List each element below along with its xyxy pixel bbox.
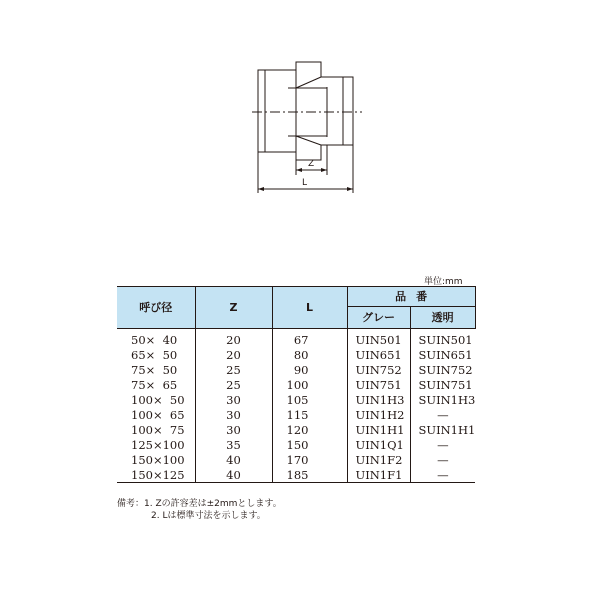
cell-transparent: SUIN501 <box>410 329 475 348</box>
cell-nominal: 75× 65 <box>131 377 178 392</box>
cell-gray: UIN1F1 <box>347 467 410 483</box>
cell-z: 20 <box>195 329 272 348</box>
cell-l: 185 <box>272 467 347 483</box>
cell-l: 120 <box>272 422 347 437</box>
note-1: 備考：1. Zの許容差は±2mmとします。 <box>117 499 282 509</box>
cell-l: 150 <box>272 437 347 452</box>
header-part-no: 品番 <box>347 287 475 307</box>
header-nominal: 呼び径 <box>117 287 195 329</box>
cell-z: 25 <box>195 377 272 392</box>
table-row <box>117 452 475 467</box>
l-label: L <box>302 178 308 188</box>
cell-transparent: SUIN1H3 <box>410 392 475 407</box>
cell-z: 30 <box>195 422 272 437</box>
cell-gray: UIN1H3 <box>347 392 410 407</box>
spec-table <box>117 286 476 483</box>
cell-gray: UIN1H1 <box>347 422 410 437</box>
cell-l: 67 <box>272 329 347 348</box>
cell-l: 170 <box>272 452 347 467</box>
fitting-outline <box>258 62 353 160</box>
cell-transparent: SUIN751 <box>410 377 475 392</box>
cell-transparent: SUIN1H1 <box>410 422 475 437</box>
cell-nominal: 75× 50 <box>131 362 178 377</box>
cell-transparent: — <box>410 407 475 422</box>
cell-nominal: 65× 50 <box>131 347 178 362</box>
cell-transparent: — <box>410 452 475 467</box>
cell-transparent: — <box>410 467 475 483</box>
header-l: L <box>272 287 347 329</box>
cell-z: 20 <box>195 347 272 362</box>
cell-nominal: 50× 40 <box>131 332 178 347</box>
spec-table-body <box>117 329 475 483</box>
table-row <box>117 467 475 483</box>
cell-nominal: 150×125 <box>117 467 195 483</box>
header-z: Z <box>195 287 272 329</box>
cell-z: 35 <box>195 437 272 452</box>
cell-l: 105 <box>272 392 347 407</box>
cell-transparent: — <box>410 437 475 452</box>
cell-nominal: 100× 75 <box>131 422 185 437</box>
table-row <box>117 407 475 422</box>
header-transparent: 透明 <box>410 307 475 329</box>
cell-z: 30 <box>195 407 272 422</box>
cell-l: 100 <box>272 377 347 392</box>
unit-label: 単位:mm <box>424 277 463 287</box>
cell-transparent: SUIN651 <box>410 347 475 362</box>
table-row <box>117 347 475 362</box>
table-row <box>117 329 475 348</box>
cell-gray: UIN1H2 <box>347 407 410 422</box>
table-row <box>117 422 475 437</box>
table-row <box>117 377 475 392</box>
cell-nominal: 125×100 <box>131 437 185 452</box>
notes <box>117 498 282 522</box>
cell-nominal: 150×100 <box>131 452 185 467</box>
cell-l: 90 <box>272 362 347 377</box>
cell-gray: UIN501 <box>347 329 410 348</box>
cell-z: 30 <box>195 392 272 407</box>
cell-transparent: SUIN752 <box>410 362 475 377</box>
cell-z: 40 <box>195 467 272 483</box>
cell-gray: UIN1F2 <box>347 452 410 467</box>
cell-nominal: 100× 50 <box>131 392 185 407</box>
cell-gray: UIN752 <box>347 362 410 377</box>
cell-l: 115 <box>272 407 347 422</box>
table-row <box>117 392 475 407</box>
cell-gray: UIN651 <box>347 347 410 362</box>
cell-gray: UIN751 <box>347 377 410 392</box>
note-2: 2. Lは標準寸法を示します。 <box>151 511 266 521</box>
cell-z: 25 <box>195 362 272 377</box>
table-row <box>117 362 475 377</box>
cell-l: 80 <box>272 347 347 362</box>
cell-z: 40 <box>195 452 272 467</box>
z-label: Z <box>308 159 315 169</box>
table-row <box>117 437 475 452</box>
cell-nominal: 100× 65 <box>131 407 185 422</box>
cell-gray: UIN1Q1 <box>347 437 410 452</box>
header-gray: グレー <box>347 307 410 329</box>
